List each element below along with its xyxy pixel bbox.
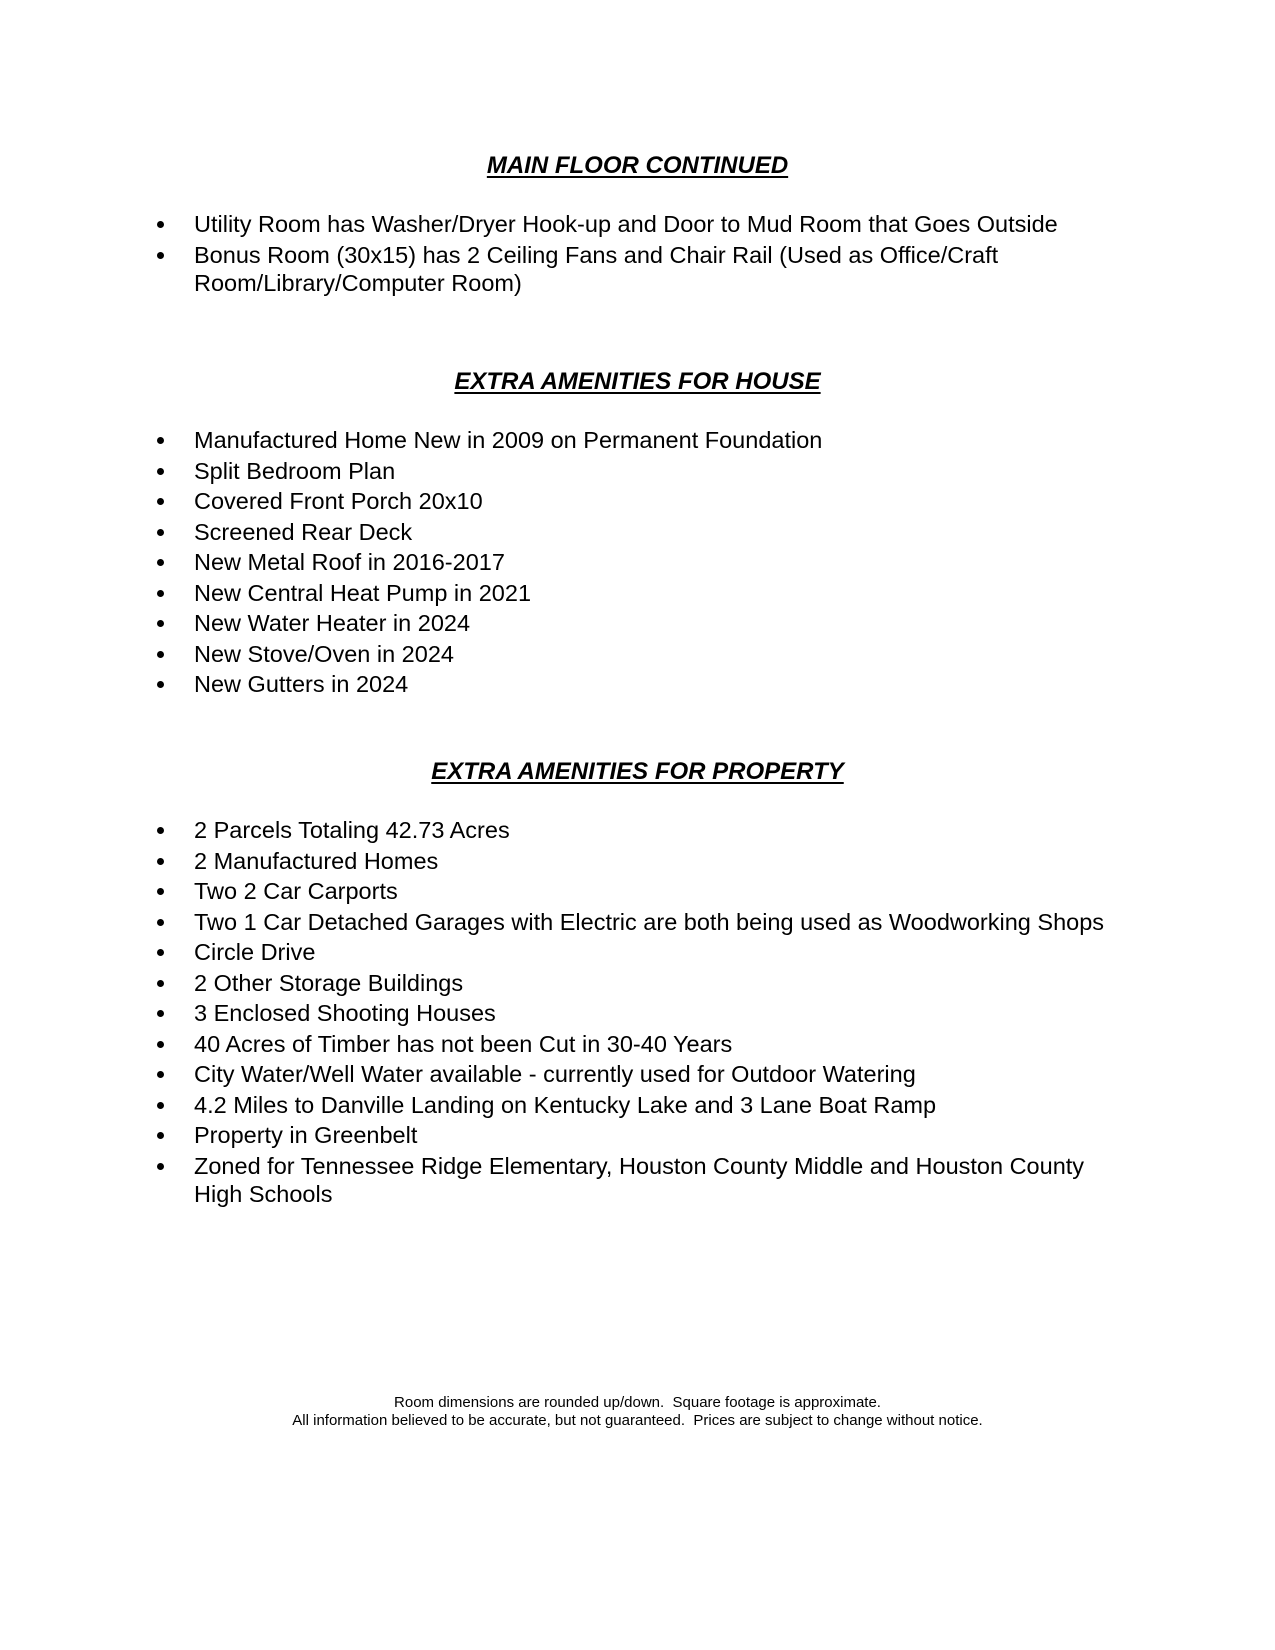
section-heading-house-amenities: EXTRA AMENITIES FOR HOUSE [454,368,821,395]
list-item: 2 Parcels Totaling 42.73 Acres [0,816,1134,844]
list-item: Bonus Room (30x15) has 2 Ceiling Fans and Chair Rail (Used as Office/Craft Room/Library/Computer Room) [0,241,1134,297]
section-heading-main-floor-continued: MAIN FLOOR CONTINUED [486,152,789,179]
list-item: Zoned for Tennessee Ridge Elementary, Houston County Middle and Houston County High Schools [0,1152,1134,1208]
footer-line: All information believed to be accurate, but not guaranteed. Prices are subject to change without notice. [292,1412,983,1429]
footer-line: Room dimensions are rounded up/down. Square footage is approximate. [394,1394,881,1411]
footer-disclaimer [0,1394,1275,1430]
list-item: Circle Drive [0,938,1134,966]
list-item: 2 Other Storage Buildings [0,969,1134,997]
list-item: 3 Enclosed Shooting Houses [0,999,1134,1027]
property-amenities-list [0,816,1134,1210]
list-item: 2 Manufactured Homes [0,847,1134,875]
list-item: 4.2 Miles to Danville Landing on Kentucky Lake and 3 Lane Boat Ramp [0,1091,1134,1119]
main-floor-list [0,210,1134,299]
list-item: New Water Heater in 2024 [0,609,1134,637]
list-item: Utility Room has Washer/Dryer Hook-up and Door to Mud Room that Goes Outside [0,210,1134,238]
list-item: City Water/Well Water available - currently used for Outdoor Watering [0,1060,1134,1088]
list-item: Two 2 Car Carports [0,877,1134,905]
list-item: New Gutters in 2024 [0,670,1134,698]
list-item: Property in Greenbelt [0,1121,1134,1149]
list-item: 40 Acres of Timber has not been Cut in 30-40 Years [0,1030,1134,1058]
list-item: New Central Heat Pump in 2021 [0,579,1134,607]
list-item: New Metal Roof in 2016-2017 [0,548,1134,576]
list-item: Two 1 Car Detached Garages with Electric are both being used as Woodworking Shops [0,908,1134,936]
section-heading-property-amenities: EXTRA AMENITIES FOR PROPERTY [431,758,844,785]
list-item: Split Bedroom Plan [0,457,1134,485]
list-item: New Stove/Oven in 2024 [0,640,1134,668]
list-item: Manufactured Home New in 2009 on Permanent Foundation [0,426,1134,454]
list-item: Covered Front Porch 20x10 [0,487,1134,515]
list-item: Screened Rear Deck [0,518,1134,546]
house-amenities-list [0,426,1134,701]
